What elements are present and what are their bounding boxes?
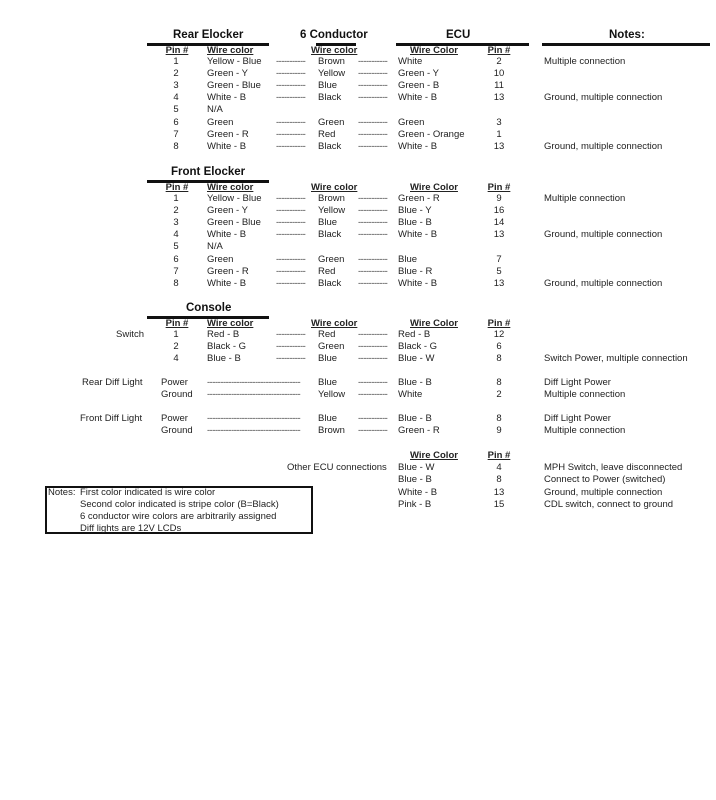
ecu-wire-color: Blue - B bbox=[398, 474, 432, 486]
subheader-wire-color: Wire color bbox=[207, 318, 254, 329]
ecu-pin-number: 15 bbox=[493, 498, 505, 510]
pin-number: 1 bbox=[173, 329, 179, 340]
note-text: Ground, multiple connection bbox=[544, 277, 663, 289]
pin-number: 1 bbox=[173, 193, 179, 204]
pin-number: 1 bbox=[173, 56, 179, 67]
connector-dash: ----------- bbox=[276, 68, 306, 80]
wire-color: Black - G bbox=[207, 341, 247, 353]
connector-dash: ----------- bbox=[358, 56, 388, 67]
connector-dash: ----------- bbox=[358, 116, 388, 128]
connector-dash: ----------- bbox=[276, 205, 306, 217]
ecu-wire-color: White - B bbox=[398, 229, 438, 241]
pin-number: 8 bbox=[173, 140, 179, 152]
wire-color: Blue - B bbox=[207, 353, 241, 365]
connector-dash: ----------- bbox=[276, 229, 306, 241]
subheader-ecu-pin: Pin # bbox=[487, 45, 511, 56]
connector-dash: ----------- bbox=[358, 92, 388, 104]
ecu-pin-number: 2 bbox=[496, 56, 502, 67]
pin-number: 4 bbox=[173, 229, 179, 241]
pin-number: 3 bbox=[173, 80, 179, 92]
wire-color: Green - Y bbox=[207, 205, 249, 217]
heading-6-conductor: 6 Conductor bbox=[300, 29, 368, 41]
connector-dash: ----------- bbox=[358, 413, 388, 424]
ecu-wire-color: White - B bbox=[398, 486, 438, 498]
ecu-wire-color: Blue - Y bbox=[398, 205, 432, 217]
wire-color: N/A bbox=[207, 241, 223, 253]
connector-dash: ----------- bbox=[358, 193, 388, 204]
subheader-pin: Pin # bbox=[165, 182, 189, 193]
ecu-pin-number: 13 bbox=[493, 140, 505, 152]
ecu-wire-color: Blue - B bbox=[398, 377, 432, 388]
subheader-conductor-wire-color: Wire color bbox=[311, 182, 358, 193]
ecu-pin-number: 8 bbox=[496, 474, 502, 486]
connector-dash: ----------- bbox=[358, 217, 388, 229]
heading-notes: Notes: bbox=[609, 29, 645, 41]
wire-color: Yellow - Blue bbox=[207, 193, 262, 204]
subheader-wire-color: Wire color bbox=[207, 45, 254, 56]
note-text: Ground, multiple connection bbox=[544, 486, 663, 498]
diff-light-label: Front Diff Light bbox=[80, 413, 143, 424]
ecu-pin-number: 12 bbox=[493, 329, 505, 340]
ecu-wire-color: White - B bbox=[398, 140, 438, 152]
connector-dash: ----------- bbox=[358, 80, 388, 92]
ecu-pin-number: 9 bbox=[496, 193, 502, 204]
note-text: Ground, multiple connection bbox=[544, 92, 663, 104]
conductor-color: Blue bbox=[318, 413, 338, 424]
subheader-conductor-wire-color: Wire color bbox=[311, 45, 358, 56]
ecu-wire-color: Blue - B bbox=[398, 413, 432, 424]
wire-color: Green - Blue bbox=[207, 217, 261, 229]
wire-color: White - B bbox=[207, 229, 247, 241]
connector-dash: ----------- bbox=[358, 377, 388, 388]
pin-number: 4 bbox=[173, 353, 179, 365]
pin-number: 7 bbox=[173, 128, 179, 140]
ecu-wire-color: Green - R bbox=[398, 193, 440, 204]
wire-color: White - B bbox=[207, 92, 247, 104]
connector-dash: ----------- bbox=[276, 217, 306, 229]
wire-color: Green - R bbox=[207, 265, 249, 277]
notes-box-label: Notes: bbox=[48, 487, 76, 498]
ecu-pin-number: 13 bbox=[493, 277, 505, 289]
ecu-pin-number: 8 bbox=[496, 353, 502, 365]
conductor-color: Black bbox=[318, 277, 342, 289]
heading-ecu: ECU bbox=[446, 29, 471, 41]
subheader-ecu-pin: Pin # bbox=[487, 318, 511, 329]
connector-dash: ----------- bbox=[358, 128, 388, 140]
conductor-color: Green bbox=[318, 116, 345, 128]
conductor-color: Black bbox=[318, 229, 342, 241]
notes-line: Second color indicated is stripe color (B=Black) bbox=[80, 499, 279, 510]
note-text: Multiple connection bbox=[544, 425, 626, 437]
note-text: Ground, multiple connection bbox=[544, 229, 663, 241]
pin-number: 4 bbox=[173, 92, 179, 104]
connector-dash: ----------- bbox=[276, 128, 306, 140]
conductor-color: Brown bbox=[318, 56, 345, 67]
wire-color: Green bbox=[207, 116, 234, 128]
note-text: CDL switch, connect to ground bbox=[544, 498, 674, 510]
connector-dash: ----------- bbox=[358, 253, 388, 265]
ecu-pin-number: 11 bbox=[494, 80, 504, 92]
ecu-pin-number: 13 bbox=[493, 229, 505, 241]
connector-dash: ----------- bbox=[358, 265, 388, 277]
wire-color: Green bbox=[207, 253, 234, 265]
subheader-pin: Pin # bbox=[165, 45, 189, 56]
ecu-wire-color: Green - Y bbox=[398, 68, 440, 80]
ecu-wire-color: White - B bbox=[398, 92, 438, 104]
light-terminal: Ground bbox=[161, 425, 193, 437]
pin-number: 8 bbox=[173, 277, 179, 289]
ecu-wire-color: Blue bbox=[398, 253, 418, 265]
wire-color: White - B bbox=[207, 140, 247, 152]
ecu-wire-color: White bbox=[398, 56, 423, 67]
ecu-wire-color: Blue - W bbox=[398, 353, 435, 365]
note-text: Diff Light Power bbox=[544, 413, 611, 424]
ecu-wire-color: White - B bbox=[398, 277, 438, 289]
ecu-pin-number: 2 bbox=[496, 389, 502, 401]
ecu-pin-number: 8 bbox=[496, 377, 502, 388]
ecu-pin-number: 8 bbox=[496, 413, 502, 424]
other-ecu-label: Other ECU connections bbox=[287, 462, 387, 473]
conductor-color: Green bbox=[318, 253, 345, 265]
ecu-wire-color: Pink - B bbox=[398, 498, 432, 510]
conductor-color: Blue bbox=[318, 377, 338, 388]
conductor-color: Red bbox=[318, 329, 336, 340]
note-text: Multiple connection bbox=[544, 56, 626, 67]
light-terminal: Power bbox=[161, 413, 188, 424]
ecu-pin-number: 1 bbox=[496, 128, 502, 140]
subheader-ecu-wire-color: Wire Color bbox=[410, 45, 458, 56]
ecu-pin-number: 6 bbox=[496, 341, 502, 353]
conductor-color: Red bbox=[318, 128, 336, 140]
connector-dash: ----------- bbox=[276, 56, 306, 67]
connector-dash: ----------- bbox=[276, 140, 306, 152]
ecu-pin-number: 14 bbox=[493, 217, 505, 229]
ecu-pin-number: 13 bbox=[493, 92, 505, 104]
ecu-pin-number: 3 bbox=[496, 116, 502, 128]
connector-dash: ----------- bbox=[276, 265, 306, 277]
pin-number: 2 bbox=[173, 341, 179, 353]
conductor-color: Green bbox=[318, 341, 345, 353]
conductor-color: Yellow bbox=[318, 205, 346, 217]
connector-dash: ----------- bbox=[276, 353, 306, 365]
connector-dash: ----------- bbox=[358, 425, 388, 437]
rule-notes bbox=[542, 43, 710, 46]
conductor-color: Yellow bbox=[318, 389, 346, 401]
pin-number: 2 bbox=[173, 205, 179, 217]
wire-color: Green - Y bbox=[207, 68, 249, 80]
pin-number: 3 bbox=[173, 217, 179, 229]
ecu-wire-color: Red - B bbox=[398, 329, 431, 340]
connector-dash: ----------- bbox=[358, 341, 388, 353]
subheader-pin: Pin # bbox=[165, 318, 189, 329]
notes-line: First color indicated is wire color bbox=[80, 487, 216, 498]
connector-dash: ----------- bbox=[358, 205, 388, 217]
subheader-ecu-pin: Pin # bbox=[487, 182, 511, 193]
subheader-ecu-wire-color: Wire Color bbox=[410, 318, 458, 329]
subheader-wire-color: Wire color bbox=[207, 182, 254, 193]
wire-color: Green - R bbox=[207, 128, 249, 140]
connector-dash: ----------- bbox=[358, 229, 388, 241]
subheader-ecu-pin: Pin # bbox=[487, 450, 511, 461]
wire-color: N/A bbox=[207, 104, 223, 116]
ecu-pin-number: 10 bbox=[493, 68, 505, 80]
pin-number: 6 bbox=[173, 253, 179, 265]
ecu-wire-color: Blue - W bbox=[398, 462, 435, 473]
note-text: MPH Switch, leave disconnected bbox=[544, 462, 683, 473]
heading-console: Console bbox=[186, 302, 232, 314]
conductor-color: Red bbox=[318, 265, 336, 277]
subheader-ecu-wire-color: Wire Color bbox=[410, 450, 458, 461]
ecu-wire-color: White bbox=[398, 389, 423, 401]
connector-dash-long: ----------------------------------- bbox=[207, 425, 301, 437]
ecu-wire-color: Green - Orange bbox=[398, 128, 465, 140]
ecu-wire-color: Green - B bbox=[398, 80, 440, 92]
connector-dash: ----------- bbox=[276, 80, 306, 92]
pin-number: 6 bbox=[173, 116, 179, 128]
ecu-pin-number: 4 bbox=[496, 462, 502, 473]
ecu-wire-color: Blue - B bbox=[398, 217, 432, 229]
diff-light-label: Rear Diff Light bbox=[82, 377, 143, 388]
connector-dash: ----------- bbox=[358, 329, 388, 340]
wire-color: White - B bbox=[207, 277, 247, 289]
conductor-color: Yellow bbox=[318, 68, 346, 80]
connector-dash: ----------- bbox=[276, 193, 306, 204]
ecu-pin-number: 7 bbox=[496, 253, 502, 265]
light-terminal: Ground bbox=[161, 389, 193, 401]
note-text: Switch Power, multiple connection bbox=[544, 353, 688, 365]
conductor-color: Blue bbox=[318, 80, 338, 92]
connector-dash: ----------- bbox=[276, 329, 306, 340]
conductor-color: Blue bbox=[318, 353, 338, 365]
ecu-wire-color: Green bbox=[398, 116, 425, 128]
light-terminal: Power bbox=[161, 377, 188, 388]
note-text: Multiple connection bbox=[544, 389, 626, 401]
connector-dash: ----------- bbox=[358, 353, 388, 365]
subheader-conductor-wire-color: Wire color bbox=[311, 318, 358, 329]
note-text: Multiple connection bbox=[544, 193, 626, 204]
connector-dash: ----------- bbox=[358, 140, 388, 152]
wire-color: Green - Blue bbox=[207, 80, 261, 92]
conductor-color: Brown bbox=[318, 193, 345, 204]
wire-color: Red - B bbox=[207, 329, 240, 340]
ecu-pin-number: 5 bbox=[496, 265, 502, 277]
ecu-wire-color: Blue - R bbox=[398, 265, 433, 277]
ecu-pin-number: 13 bbox=[493, 486, 505, 498]
connector-dash: ----------- bbox=[276, 341, 306, 353]
pin-number: 2 bbox=[173, 68, 179, 80]
conductor-color: Blue bbox=[318, 217, 338, 229]
pin-number: 7 bbox=[173, 265, 179, 277]
heading-front-elocker: Front Elocker bbox=[171, 166, 246, 178]
subheader-ecu-wire-color: Wire Color bbox=[410, 182, 458, 193]
ecu-wire-color: Black - G bbox=[398, 341, 438, 353]
notes-line: Diff lights are 12V LCDs bbox=[80, 523, 182, 534]
pin-number: 5 bbox=[173, 241, 179, 253]
ecu-wire-color: Green - R bbox=[398, 425, 440, 437]
note-text: Ground, multiple connection bbox=[544, 140, 663, 152]
ecu-pin-number: 9 bbox=[496, 425, 502, 437]
pin-number: 5 bbox=[173, 104, 179, 116]
switch-label: Switch bbox=[116, 329, 144, 340]
note-text: Diff Light Power bbox=[544, 377, 611, 388]
ecu-pin-number: 16 bbox=[493, 205, 505, 217]
connector-dash: ----------- bbox=[358, 277, 388, 289]
connector-dash: ----------- bbox=[276, 116, 306, 128]
connector-dash: ----------- bbox=[276, 277, 306, 289]
connector-dash-long: ----------------------------------- bbox=[207, 389, 301, 401]
connector-dash: ----------- bbox=[276, 253, 306, 265]
heading-rear-elocker: Rear Elocker bbox=[173, 29, 244, 41]
conductor-color: Brown bbox=[318, 425, 345, 437]
note-text: Connect to Power (switched) bbox=[544, 474, 666, 486]
conductor-color: Black bbox=[318, 140, 342, 152]
connector-dash-long: ----------------------------------- bbox=[207, 377, 301, 388]
notes-line: 6 conductor wire colors are arbitrarily assigned bbox=[80, 511, 277, 522]
connector-dash: ----------- bbox=[276, 92, 306, 104]
wire-color: Yellow - Blue bbox=[207, 56, 262, 67]
connector-dash: ----------- bbox=[358, 389, 388, 401]
connector-dash-long: ----------------------------------- bbox=[207, 413, 301, 424]
connector-dash: ----------- bbox=[358, 68, 388, 80]
conductor-color: Black bbox=[318, 92, 342, 104]
